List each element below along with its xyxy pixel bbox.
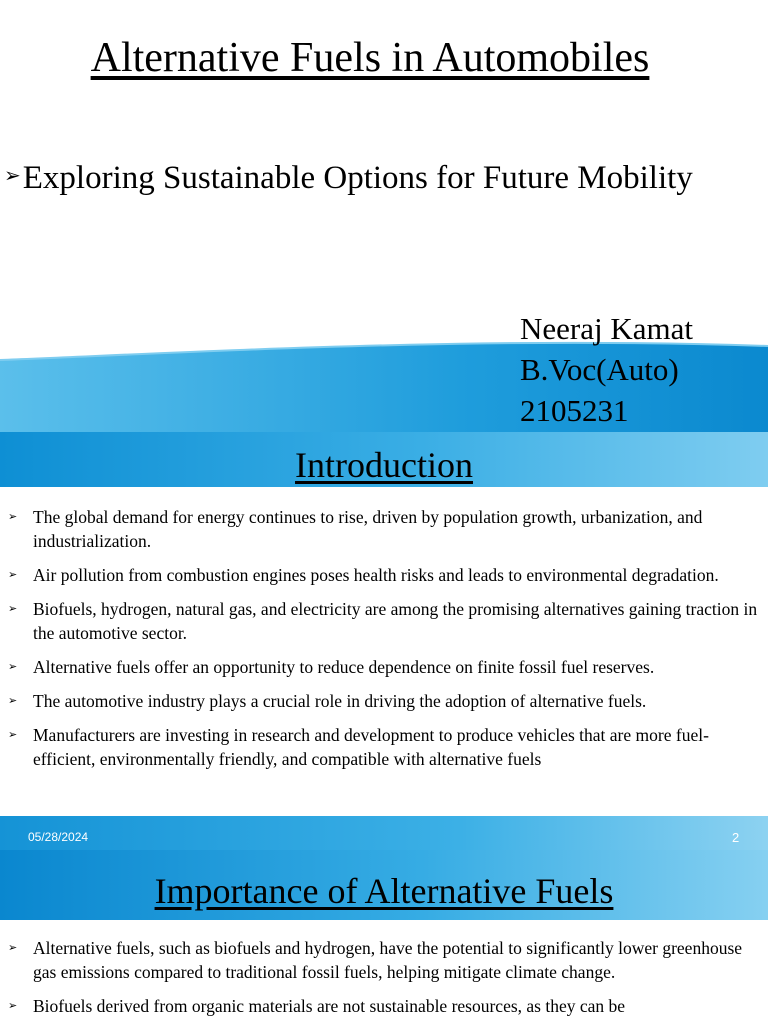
- list-item: [0, 994, 768, 1018]
- slide-importance: [0, 850, 768, 1024]
- list-item-text: Biofuels, hydrogen, natural gas, and electricity are among the promising alternatives gaining traction in the automotive sector.: [33, 599, 758, 643]
- list-item: [0, 655, 760, 679]
- bullet-list: [0, 505, 760, 781]
- slide-date: 05/28/2024: [28, 830, 89, 844]
- arrow-bullet-icon: ➢: [8, 729, 18, 741]
- list-item-text: Alternative fuels, such as biofuels and hydrogen, have the potential to significantly lower greenhouse gas emissions compared to traditional fossil fuels, helping mitigate climate change.: [33, 938, 743, 982]
- list-item: [0, 689, 760, 713]
- presentation-title: Alternative Fuels in Automobiles: [90, 35, 650, 81]
- bullet-list: [0, 936, 768, 1024]
- author-roll-number: 2105231: [520, 393, 629, 428]
- arrow-bullet-icon: ➢: [8, 661, 18, 673]
- slide-heading: Importance of Alternative Fuels: [154, 871, 614, 911]
- list-item-text: Air pollution from combustion engines poses health risks and leads to environmental degradation.: [33, 565, 719, 585]
- footer-band: [0, 816, 768, 850]
- list-item-text: The global demand for energy continues to rise, driven by population growth, urbanization, and industrialization.: [33, 507, 703, 551]
- list-item-text: Biofuels derived from organic materials are not sustainable resources, as they can be: [33, 996, 626, 1016]
- list-item: [0, 505, 760, 553]
- arrow-bullet-icon: ➢: [8, 695, 18, 707]
- list-item: [0, 936, 768, 984]
- author-block: [520, 308, 693, 431]
- arrow-bullet-icon: ➢: [8, 1000, 18, 1012]
- list-item-text: Manufacturers are investing in research and development to produce vehicles that are more fuel-efficient, environmentally friendly, and compatible with alternative fuels: [33, 725, 709, 769]
- slide-title: [0, 0, 768, 432]
- subtitle-text: Exploring Sustainable Options for Future Mobility: [22, 160, 693, 196]
- page-number: 2: [732, 830, 740, 845]
- slide-introduction: [0, 432, 768, 850]
- list-item: [0, 563, 760, 587]
- author-course: B.Voc(Auto): [520, 352, 679, 387]
- list-item: [0, 597, 760, 645]
- list-item-text: Alternative fuels offer an opportunity to reduce dependence on finite fossil fuel reserves.: [33, 657, 655, 677]
- presentation-subtitle: [4, 160, 693, 197]
- author-name: Neeraj Kamat: [520, 311, 693, 346]
- arrow-bullet-icon: ➢: [4, 165, 21, 187]
- arrow-bullet-icon: ➢: [8, 942, 18, 954]
- arrow-bullet-icon: ➢: [8, 569, 18, 581]
- slide-heading: Introduction: [295, 445, 473, 485]
- list-item-text: The automotive industry plays a crucial role in driving the adoption of alternative fuels.: [33, 691, 647, 711]
- arrow-bullet-icon: ➢: [8, 603, 18, 615]
- arrow-bullet-icon: ➢: [8, 511, 18, 523]
- list-item: [0, 723, 760, 771]
